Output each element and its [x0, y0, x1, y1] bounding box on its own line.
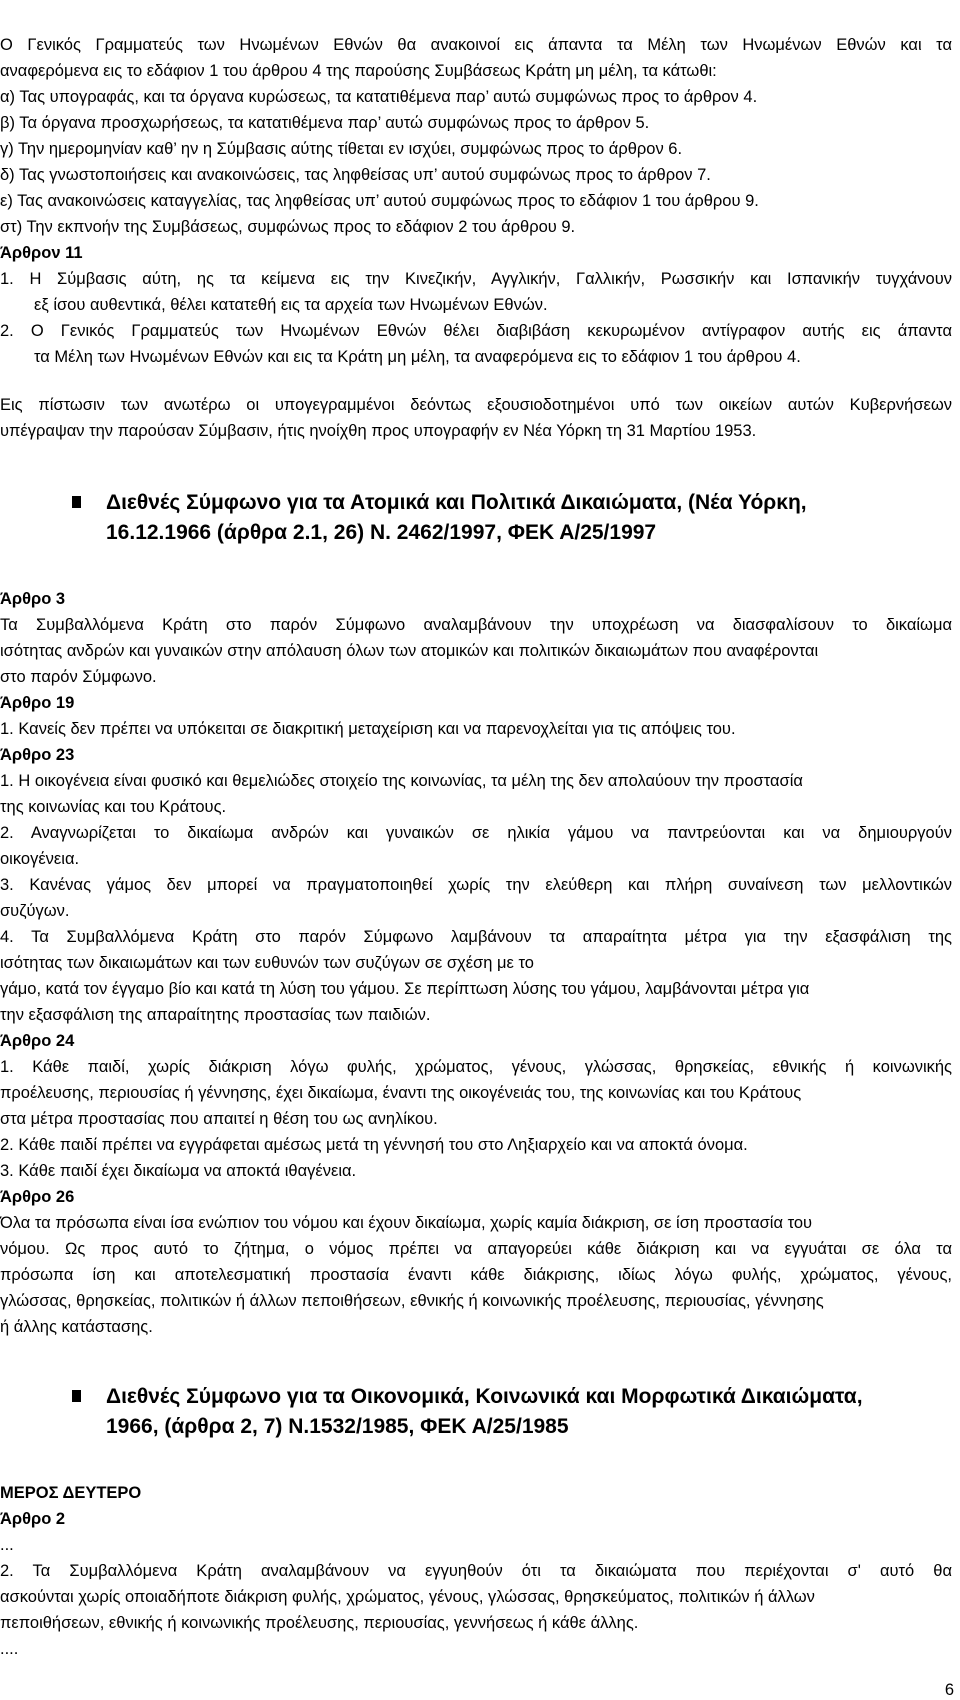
- text-line: Ο Γενικός Γραμματεύς των Ηνωμένων Εθνών θα ανακοινοί εις άπαντα τα Μέλη των Ηνωμένων Εθνών και τα: [0, 36, 952, 54]
- text-line: Τα Συμβαλλόμενα Κράτη στο παρόν Σύμφωνο αναλαμβάνουν την υποχρέωση να διασφαλίσουν το δικαίωμα: [0, 616, 952, 634]
- text-line: της κοινωνίας και του Κράτους.: [0, 798, 227, 816]
- text-line: 1. Η Σύμβασις αύτη, ης τα κείμενα εις την Κινεζικήν, Αγγλικήν, Γαλλικήν, Ρωσσικήν και Ισπανικήν τυγχάνουν: [0, 270, 952, 288]
- text-line: 2. Ο Γενικός Γραμματεύς των Ηνωμένων Εθνών θέλει διαβιβάση κεκυρωμένον αντίγραφον αυτής εις άπαντα: [0, 322, 952, 340]
- text-line: 3. Κανένας γάμος δεν μπορεί να πραγματοποιηθεί χωρίς την ελεύθερη και πλήρη συναίνεση των μελλοντικών: [0, 876, 952, 894]
- text-line: την εξασφάλιση της απαραίτητης προστασίας των παιδιών.: [0, 1006, 431, 1024]
- text-line: στα μέτρα προστασίας που απαιτεί η θέση του ως ανηλίκου.: [0, 1110, 438, 1128]
- article-title: Άρθρο 26: [0, 1188, 75, 1206]
- text-line: αναφερόμενα εις το εδάφιον 1 του άρθρου 4 της παρούσης Συμβάσεως Κράτη μη μέλη, τα κάτωθι:: [0, 62, 717, 80]
- text-line: ισότητας των δικαιωμάτων και των ευθυνών των συζύγων σε σχέση με το: [0, 954, 534, 972]
- text-line: γ) Την ημερομηνίαν καθ’ ην η Σύμβασις αύτης τίθεται εν ισχύει, συμφώνως προς το άρθρον 6.: [0, 140, 683, 158]
- text-line: 1. Η οικογένεια είναι φυσικό και θεμελιώδες στοιχείο της κοινωνίας, τα μέλη της δεν απολαύουν την προστασία: [0, 772, 803, 790]
- text-line: δ) Τας γνωστοποιήσεις και ανακοινώσεις, τας ληφθείσας υπ’ αυτού συμφώνως προς το άρθρον 7.: [0, 166, 711, 184]
- section-heading: Διεθνές Σύμφωνο για τα Ατομικά και Πολιτικά Δικαιώματα, (Νέα Υόρκη,: [106, 491, 807, 514]
- text-line: 2. Αναγνωρίζεται το δικαίωμα ανδρών και γυναικών σε ηλικία γάμου να παντρεύονται και να δημιουργούν: [0, 824, 952, 842]
- text-line: στο παρόν Σύμφωνο.: [0, 668, 157, 686]
- text-line: στ) Την εκπνοήν της Συμβάσεως, συμφώνως προς το εδάφιον 2 του άρθρου 9.: [0, 218, 576, 236]
- part-title: ΜΕΡΟΣ ΔΕΥΤΕΡΟ: [0, 1484, 142, 1502]
- text-line: πεποιθήσεων, εθνικής ή κοινωνικής προέλευσης, περιουσίας, γεννήσεως ή κάθε άλλης.: [0, 1614, 639, 1632]
- article-title: Άρθρο 24: [0, 1032, 75, 1050]
- text-line: 1. Κανείς δεν πρέπει να υπόκειται σε διακριτική μεταχείριση και να παρενοχλείται για τις απόψεις του.: [0, 720, 736, 738]
- text-line: Όλα τα πρόσωπα είναι ίσα ενώπιον του νόμου και έχουν δικαίωμα, χωρίς καμία διάκριση, σε ίση προστασία του: [0, 1214, 813, 1232]
- article-title: Άρθρο 23: [0, 746, 75, 764]
- article-title: Άρθρον 11: [0, 244, 83, 262]
- bullet-icon: [72, 496, 81, 508]
- text-line: γλώσσας, θρησκείας, πολιτικών ή άλλων πεποιθήσεων, εθνικής ή κοινωνικής προέλευσης, περιουσίας, γέννησης: [0, 1292, 824, 1310]
- bullet-icon: [72, 1390, 81, 1402]
- text-line: τα Μέλη των Ηνωμένων Εθνών και εις τα Κράτη μη μέλη, τα αναφερόμενα εις το εδάφιον 1 του άρθρου 4.: [34, 348, 801, 366]
- article-title: Άρθρο 19: [0, 694, 75, 712]
- text-line: πρόσωπα ίση και αποτελεσματική προστασία έναντι κάθε διάκρισης, ιδίως λόγω φυλής, χρώματος, γένους,: [0, 1266, 952, 1284]
- text-line: ασκούνται χωρίς οποιαδήποτε διάκριση φυλής, χρώματος, γένους, γλώσσας, θρησκεύματος, πολιτικών ή άλλων: [0, 1588, 815, 1606]
- text-line: υπέγραψαν την παρούσαν Σύμβασιν, ήτις ηνοίχθη προς υπογραφήν εν Νέα Υόρκη τη 31 Μαρτίου 1953.: [0, 422, 757, 440]
- ellipsis: ...: [0, 1536, 14, 1554]
- text-line: νόμου. Ως προς αυτό το ζήτημα, ο νόμος πρέπει να απαγορεύει κάθε διάκριση και να εγγυάται σε όλα τα: [0, 1240, 952, 1258]
- section-heading: 16.12.1966 (άρθρα 2.1, 26) Ν. 2462/1997, ΦΕΚ Α/25/1997: [106, 521, 657, 544]
- text-line: γάμο, κατά τον έγγαμο βίο και κατά τη λύση του γάμου. Σε περίπτωση λύσης του γάμου, λαμβάνονται μέτρα για: [0, 980, 810, 998]
- page-number: 6: [944, 1681, 954, 1699]
- text-line: β) Τα όργανα προσχωρήσεως, τα κατατιθέμενα παρ’ αυτώ συμφώνως προς το άρθρον 5.: [0, 114, 650, 132]
- text-line: 4. Τα Συμβαλλόμενα Κράτη στο παρόν Σύμφωνο λαμβάνουν τα απαραίτητα μέτρα για την εξασφάλιση της: [0, 928, 952, 946]
- section-heading: Διεθνές Σύμφωνο για τα Οικονομικά, Κοινωνικά και Μορφωτικά Δικαιώματα,: [106, 1385, 863, 1408]
- text-line: συζύγων.: [0, 902, 70, 920]
- text-line: ε) Τας ανακοινώσεις καταγγελίας, τας ληφθείσας υπ’ αυτού συμφώνως προς το εδάφιον 1 του άρθρου 9.: [0, 192, 759, 210]
- text-line: α) Τας υπογραφάς, και τα όργανα κυρώσεως, τα κατατιθέμενα παρ’ αυτώ συμφώνως προς το άρθρον 4.: [0, 88, 758, 106]
- ellipsis: ....: [0, 1640, 19, 1658]
- text-line: 1. Κάθε παιδί, χωρίς διάκριση λόγω φυλής, χρώματος, γένους, γλώσσας, θρησκείας, εθνικής ή κοινωνικής: [0, 1058, 952, 1076]
- text-line: 2. Κάθε παιδί πρέπει να εγγράφεται αμέσως μετά τη γέννησή του στο Ληξιαρχείο και να αποκτά όνομα.: [0, 1136, 748, 1154]
- text-line: εξ ίσου αυθεντικά, θέλει κατατεθή εις τα αρχεία των Ηνωμένων Εθνών.: [34, 296, 548, 314]
- section-heading: 1966, (άρθρα 2, 7) Ν.1532/1985, ΦΕΚ Α/25/1985: [106, 1415, 569, 1438]
- article-title: Άρθρο 2: [0, 1510, 66, 1528]
- text-line: 3. Κάθε παιδί έχει δικαίωμα να αποκτά ιθαγένεια.: [0, 1162, 357, 1180]
- text-line: 2. Τα Συμβαλλόμενα Κράτη αναλαμβάνουν να εγγυηθούν ότι τα δικαιώματα που περιέχονται σ' αυτό θα: [0, 1562, 952, 1580]
- text-line: προέλευσης, περιουσίας ή γέννησης, έχει δικαίωμα, έναντι της οικογένειάς του, της κοινωνίας και του Κράτους: [0, 1084, 802, 1102]
- text-line: ή άλλης κατάστασης.: [0, 1318, 153, 1336]
- text-line: Εις πίστωσιν των ανωτέρω οι υπογεγραμμένοι δεόντως εξουσιοδοτημένοι υπό των οικείων αυτών Κυβερνήσεων: [0, 396, 952, 414]
- article-title: Άρθρο 3: [0, 590, 66, 608]
- text-line: οικογένεια.: [0, 850, 80, 868]
- text-line: ισότητας ανδρών και γυναικών στην απόλαυση όλων των ατομικών και πολιτικών δικαιωμάτων που αναφέρονται: [0, 642, 819, 660]
